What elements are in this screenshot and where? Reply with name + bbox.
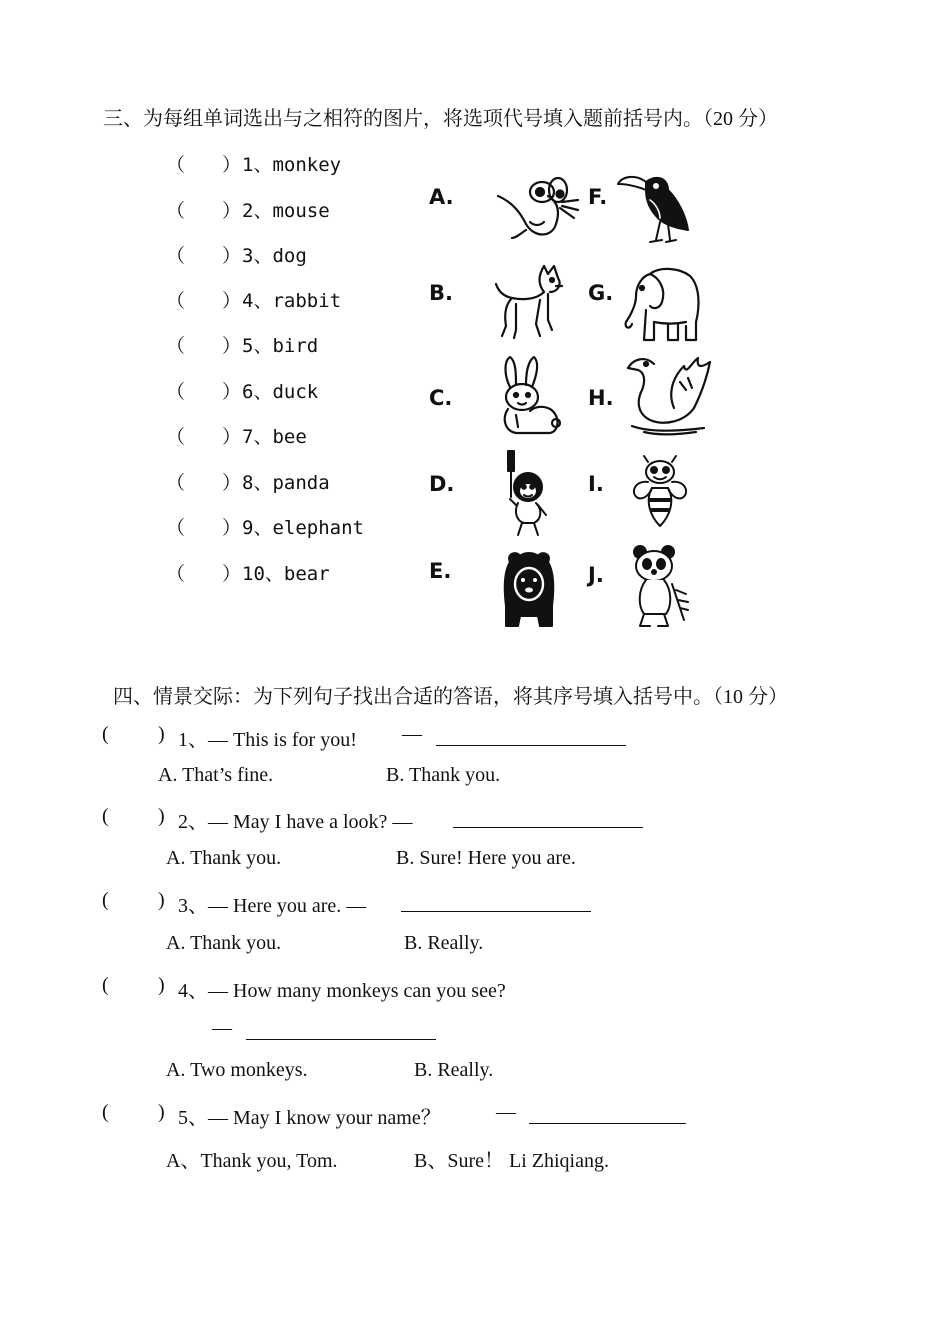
answer-paren-close: )	[158, 1101, 165, 1123]
question-text: 5、— May I know your name？	[178, 1107, 441, 1129]
answer-paren-close: )	[158, 889, 165, 911]
word-item: 3、dog	[242, 245, 307, 267]
elephant-icon	[620, 266, 702, 346]
option-b: B. Thank you.	[386, 764, 501, 786]
option-b: B. Sure! Here you are.	[396, 847, 576, 869]
answer-blank[interactable]	[401, 911, 591, 912]
answer-paren-close: ）	[222, 335, 242, 357]
answer-paren-open: (	[102, 974, 109, 996]
answer-paren-open: （	[166, 245, 186, 267]
word-item: 4、rabbit	[242, 290, 342, 312]
monkey-icon	[494, 447, 556, 541]
answer-dash: —	[402, 723, 422, 745]
dog-icon	[492, 260, 568, 342]
answer-paren-open: （	[166, 563, 186, 585]
answer-paren-open: （	[166, 154, 186, 176]
answer-paren-close: ）	[222, 381, 242, 403]
bear-icon	[502, 550, 556, 632]
answer-paren-open: (	[102, 805, 109, 827]
word-item: 5、bird	[242, 335, 319, 357]
answer-blank[interactable]	[436, 745, 626, 746]
option-letter-a: A.	[429, 185, 454, 209]
answer-paren-close: )	[158, 723, 165, 745]
answer-paren-close: ）	[222, 154, 242, 176]
rabbit-icon	[496, 355, 564, 437]
list-item	[166, 150, 406, 180]
bee-icon	[628, 454, 692, 530]
answer-paren-open: （	[166, 426, 186, 448]
option-letter-g: G.	[588, 281, 614, 305]
panda-icon	[628, 544, 692, 630]
word-item: 10、bear	[242, 563, 330, 585]
word-item: 2、mouse	[242, 200, 330, 222]
list-item	[166, 377, 406, 407]
word-item: 1、monkey	[242, 154, 342, 176]
list-item	[166, 331, 406, 361]
answer-paren-open: （	[166, 200, 186, 222]
option-letter-c: C.	[429, 386, 453, 410]
answer-paren-open: (	[102, 723, 109, 745]
option-a: A、Thank you, Tom.	[166, 1150, 338, 1172]
option-letter-e: E.	[429, 559, 452, 583]
answer-paren-close: ）	[222, 245, 242, 267]
section4-title: 四、情景交际：为下列句子找出合适的答语，将其序号填入括号中。（10 分）	[113, 686, 788, 708]
answer-paren-close: )	[158, 805, 165, 827]
option-b: B. Really.	[414, 1059, 494, 1081]
question-text: 4、— How many monkeys can you see?	[178, 980, 506, 1002]
option-a: A. Thank you.	[166, 847, 282, 869]
question-text: 1、— This is for you!	[178, 729, 357, 751]
answer-blank[interactable]	[246, 1039, 436, 1040]
question-text: 3、— Here you are. —	[178, 895, 367, 917]
word-item: 7、bee	[242, 426, 307, 448]
answer-paren-open: （	[166, 290, 186, 312]
answer-paren-open: （	[166, 335, 186, 357]
answer-paren-close: ）	[222, 426, 242, 448]
answer-paren-close: ）	[222, 200, 242, 222]
answer-blank[interactable]	[529, 1123, 686, 1124]
section3-title: 三、为每组单词选出与之相符的图片，将选项代号填入题前括号内。（20 分）	[103, 108, 778, 130]
answer-paren-open: (	[102, 889, 109, 911]
list-item	[166, 286, 406, 316]
mouse-icon	[490, 168, 582, 244]
option-letter-d: D.	[429, 472, 455, 496]
list-item	[166, 513, 406, 543]
answer-dash: —	[496, 1101, 516, 1123]
list-item	[166, 196, 406, 226]
answer-paren-close: )	[158, 974, 165, 996]
option-letter-b: B.	[429, 281, 453, 305]
duck-icon	[624, 352, 716, 436]
list-item	[166, 422, 406, 452]
word-item: 9、elephant	[242, 517, 364, 539]
answer-paren-open: （	[166, 381, 186, 403]
option-a: A. That’s fine.	[158, 764, 274, 786]
answer-paren-close: ）	[222, 563, 242, 585]
answer-paren-close: ）	[222, 472, 242, 494]
answer-paren-close: ）	[222, 517, 242, 539]
option-a: A. Two monkeys.	[166, 1059, 308, 1081]
answer-paren-open: （	[166, 517, 186, 539]
word-item: 8、panda	[242, 472, 330, 494]
option-b: B、Sure！ Li Zhiqiang.	[414, 1150, 609, 1172]
answer-paren-close: ）	[222, 290, 242, 312]
option-letter-h: H.	[588, 386, 614, 410]
answer-paren-open: （	[166, 472, 186, 494]
list-item	[166, 559, 406, 589]
bird-icon	[616, 170, 694, 248]
option-a: A. Thank you.	[166, 932, 282, 954]
answer-paren-open: (	[102, 1101, 109, 1123]
option-b: B. Really.	[404, 932, 484, 954]
list-item	[166, 468, 406, 498]
option-letter-f: F.	[588, 185, 608, 209]
option-letter-i: I.	[588, 472, 604, 496]
answer-dash: —	[212, 1017, 232, 1039]
question-text: 2、— May I have a look? —	[178, 811, 413, 833]
option-letter-j: J.	[588, 563, 604, 587]
word-item: 6、duck	[242, 381, 319, 403]
answer-blank[interactable]	[453, 827, 643, 828]
list-item	[166, 241, 406, 271]
